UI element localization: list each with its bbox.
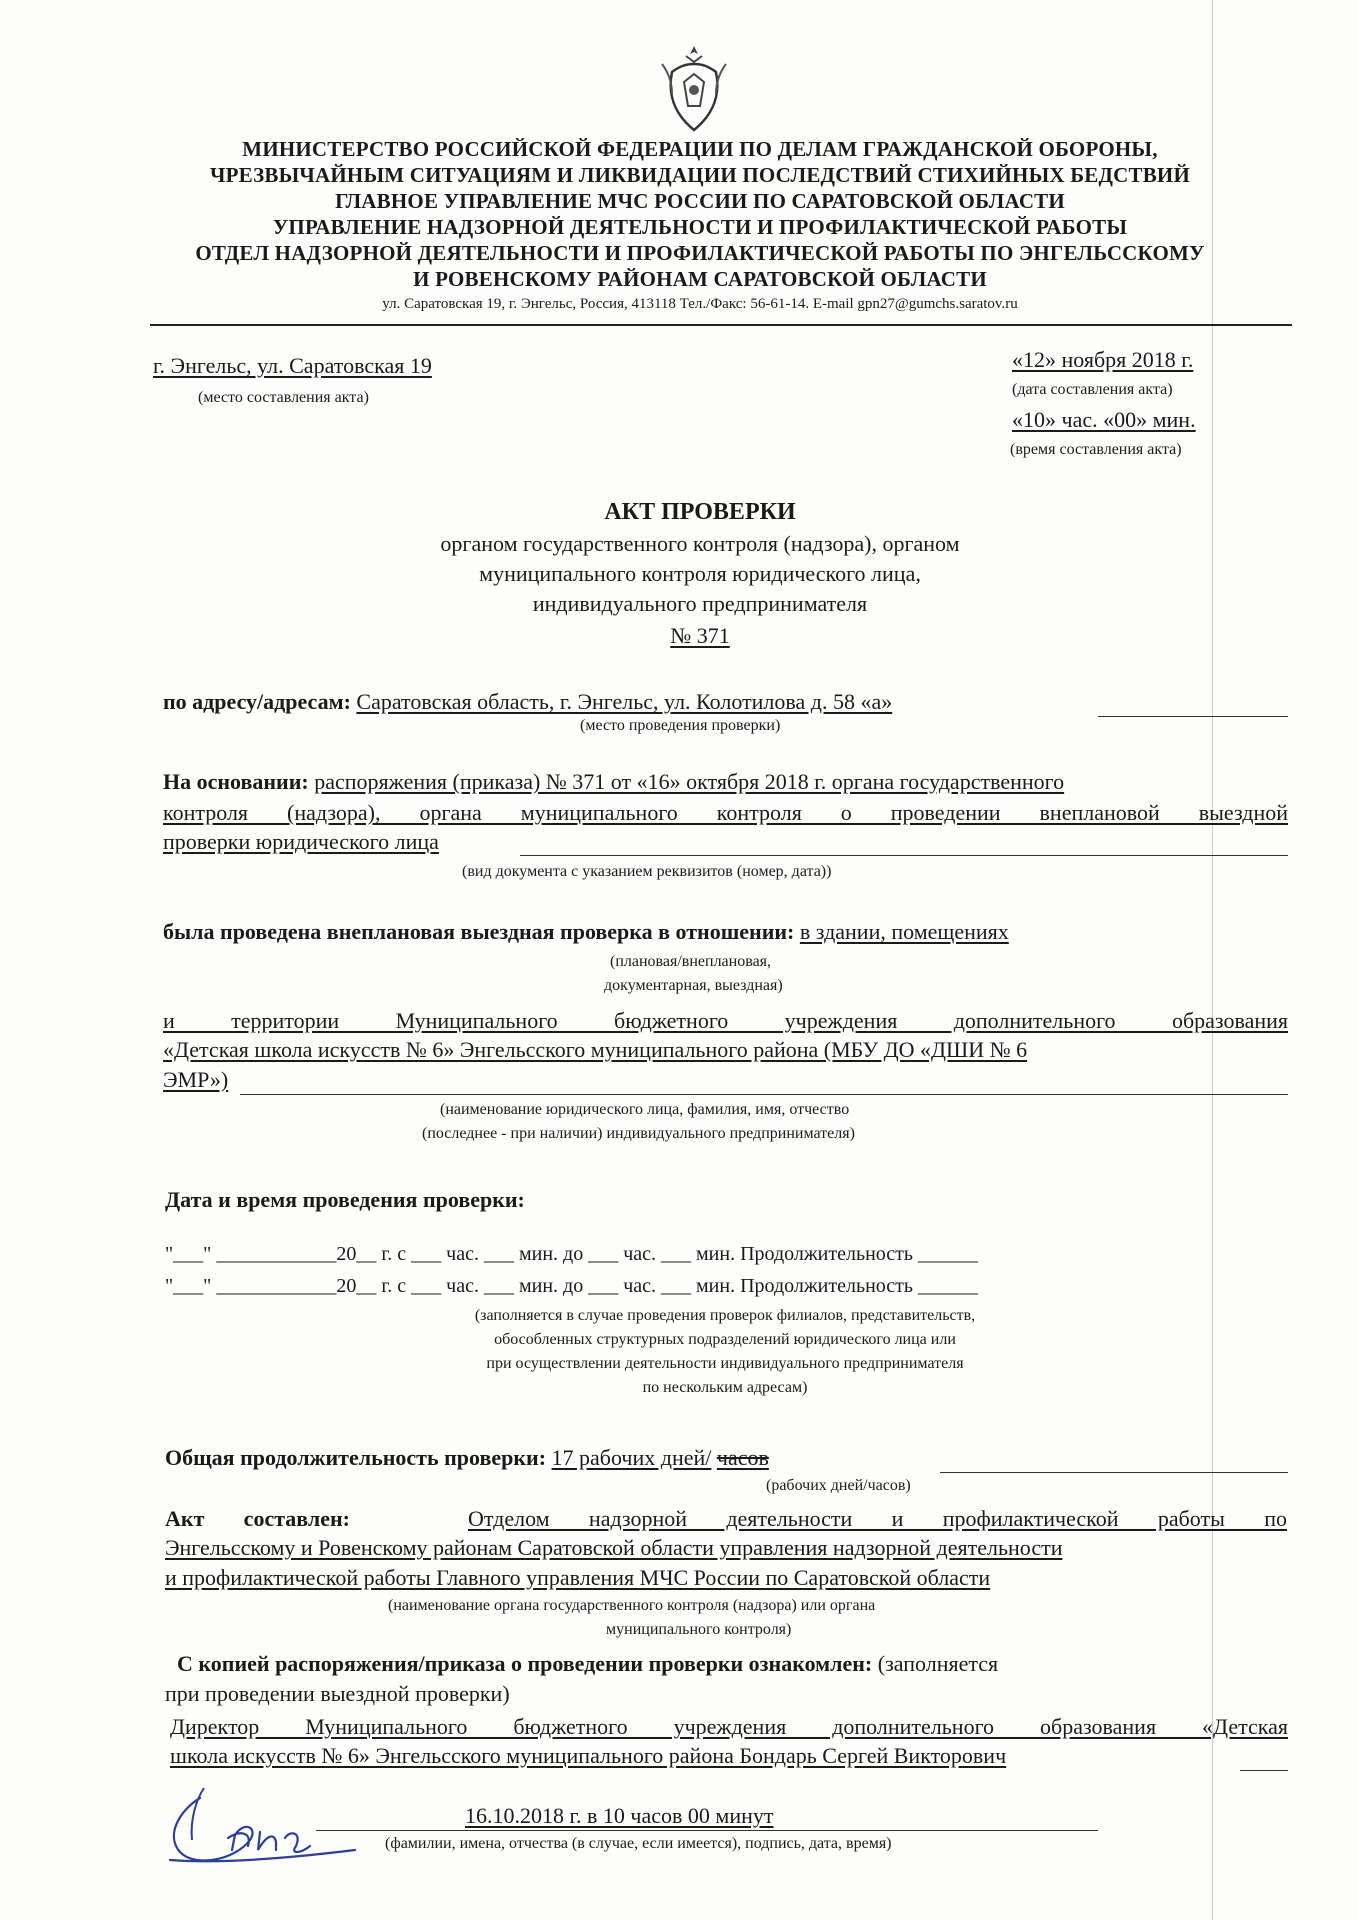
- basis-label: На основании:: [163, 769, 309, 794]
- basis-row-1: [163, 768, 1064, 796]
- compiled-caption-2: муниципального контроля): [606, 1621, 792, 1638]
- inspection-row-1: [163, 918, 1009, 946]
- underline: [940, 1472, 1288, 1473]
- header-divider: [150, 324, 1292, 326]
- basis-line-2: контроля (надзора), органа муниципального контроля о проведении внеплановой выездной: [163, 800, 1288, 825]
- underline: [520, 855, 1288, 856]
- entity-caption-2: (последнее - при наличии) индивидуального предпринимателя): [422, 1125, 855, 1142]
- header-line-2: ЧРЕЗВЫЧАЙНЫМ СИТУАЦИЯМ И ЛИКВИДАЦИИ ПОСЛЕДСТВИЙ СТИХИЙНЫХ БЕДСТВИЙ: [210, 163, 1190, 187]
- underline: [1240, 1770, 1288, 1771]
- act-time-caption: (время составления акта): [1010, 441, 1182, 458]
- inspection-label: была проведена внеплановая выездная проверка в отношении:: [163, 919, 795, 944]
- datetime-caption-3: при осуществлении деятельности индивидуального предпринимателя: [486, 1355, 964, 1372]
- header-line-4: УПРАВЛЕНИЕ НАДЗОРНОЙ ДЕЯТЕЛЬНОСТИ И ПРОФИЛАКТИЧЕСКОЙ РАБОТЫ: [272, 215, 1128, 239]
- basis-line-3: проверки юридического лица: [163, 829, 439, 854]
- duration-caption: (рабочих дней/часов): [766, 1477, 911, 1494]
- act-title: АКТ ПРОВЕРКИ: [604, 499, 796, 525]
- underline: [316, 1830, 1098, 1831]
- emchs-emblem-icon: [658, 42, 730, 134]
- act-place-caption: (место составления акта): [198, 389, 369, 406]
- act-place: г. Энгельс, ул. Саратовская 19: [153, 353, 432, 378]
- header-line-5: ОТДЕЛ НАДЗОРНОЙ ДЕЯТЕЛЬНОСТИ И ПРОФИЛАКТИЧЕСКОЙ РАБОТЫ ПО ЭНГЕЛЬССКОМУ: [195, 241, 1205, 265]
- acquainted-line-2: школа искусств № 6» Энгельсского муниципального района Бондарь Сергей Викторович: [170, 1743, 1007, 1768]
- inspection-address-label: по адресу/адресам:: [163, 689, 351, 714]
- acquainted-signed-at: 16.10.2018 г. в 10 часов 00 минут: [465, 1803, 774, 1828]
- compiled-label: Акт составлен:: [165, 1506, 350, 1531]
- act-time: «10» час. «00» мин.: [1012, 407, 1196, 432]
- inspection-address-value: Саратовская область, г. Энгельс, ул. Колотилова д. 58 «а»: [356, 689, 893, 714]
- duration-value: 17 рабочих дней/: [551, 1445, 712, 1470]
- inspection-line-3: ЭМР»): [163, 1067, 229, 1092]
- datetime-caption-1: (заполняется в случае проведения проверок филиалов, представительств,: [474, 1307, 976, 1324]
- inspection-type-caption-1: (плановая/внеплановая,: [610, 953, 772, 970]
- underline: [240, 1094, 1288, 1095]
- inspection-line-2: «Детская школа искусств № 6» Энгельсского муниципального района (МБУ ДО «ДШИ № 6: [163, 1037, 1028, 1062]
- acquainted-label: С копией распоряжения/приказа о проведении проверки ознакомлен:: [177, 1651, 873, 1676]
- basis-caption: (вид документа с указанием реквизитов (номер, дата)): [462, 863, 832, 880]
- acquainted-row-1: [177, 1650, 998, 1678]
- handwritten-signature: [140, 1780, 360, 1875]
- act-subtitle-2: муниципального контроля юридического лица,: [479, 561, 921, 586]
- acquainted-line-1: Директор Муниципального бюджетного учреждения дополнительного образования «Детская: [170, 1714, 1288, 1739]
- acquainted-caption: (фамилии, имена, отчества (в случае, если имеется), подпись, дата, время): [385, 1835, 892, 1852]
- datetime-label: Дата и время проведения проверки:: [165, 1187, 525, 1212]
- duration-struck-hours: часов: [716, 1445, 769, 1470]
- compiled-line-1: Отделом надзорной деятельности и профилактической работы по: [467, 1506, 1287, 1531]
- act-subtitle-1: органом государственного контроля (надзора), органом: [440, 531, 960, 556]
- header-line-6: И РОВЕНСКОМУ РАЙОНАМ САРАТОВСКОЙ ОБЛАСТИ: [413, 267, 987, 291]
- compiled-caption-1: (наименование органа государственного контроля (надзора) или органа: [388, 1597, 876, 1614]
- act-subtitle-3: индивидуального предпринимателя: [532, 591, 868, 616]
- datetime-caption-4: по нескольким адресам): [642, 1379, 808, 1396]
- compiled-line-2: Энгельсскому и Ровенскому районам Саратовской области управления надзорной деятельности: [165, 1535, 1063, 1560]
- datetime-row-2: "___" ____________20__ г. с ___ час. ___ мин. до ___ час. ___ мин. Продолжительность ______: [165, 1275, 979, 1297]
- entity-caption-1: (наименование юридического лица, фамилия, имя, отчество: [440, 1101, 850, 1118]
- acquainted-note-2: при проведении выездной проверки): [165, 1681, 510, 1706]
- datetime-caption-2: обособленных структурных подразделений юридического лица или: [494, 1331, 956, 1348]
- inspection-address-row: [163, 688, 892, 716]
- acquainted-note-1: (заполняется: [877, 1651, 999, 1676]
- act-date-caption: (дата составления акта): [1012, 381, 1173, 398]
- header-line-3: ГЛАВНОЕ УПРАВЛЕНИЕ МЧС РОССИИ ПО САРАТОВСКОЙ ОБЛАСТИ: [335, 189, 1065, 213]
- inspection-line-1: и территории Муниципального бюджетного учреждения дополнительного образования: [163, 1008, 1288, 1033]
- compiled-row-1: [165, 1504, 1287, 1533]
- duration-label: Общая продолжительность проверки:: [165, 1445, 547, 1470]
- inspection-type-caption-2: документарная, выездная): [604, 977, 783, 994]
- datetime-row-1: "___" ____________20__ г. с ___ час. ___ мин. до ___ час. ___ мин. Продолжительность ______: [165, 1243, 979, 1265]
- compiled-line-3: и профилактической работы Главного управления МЧС России по Саратовской области: [165, 1565, 991, 1590]
- duration-row: [165, 1444, 769, 1472]
- inspection-address-caption: (место проведения проверки): [580, 717, 781, 734]
- act-date: «12» ноября 2018 г.: [1012, 347, 1194, 372]
- header-line-1: МИНИСТЕРСТВО РОССИЙСКОЙ ФЕДЕРАЦИИ ПО ДЕЛАМ ГРАЖДАНСКОЙ ОБОРОНЫ,: [242, 137, 1158, 161]
- basis-line-1: распоряжения (приказа) № 371 от «16» октября 2018 г. органа государственного: [314, 769, 1065, 794]
- org-address: ул. Саратовская 19, г. Энгельс, Россия, 413118 Тел./Факс: 56-61-14. E-mail gpn27@gumchs.saratov.ru: [382, 296, 1018, 312]
- act-number: № 371: [670, 623, 730, 648]
- underline: [1098, 716, 1288, 717]
- inspection-value-start: в здании, помещениях: [799, 919, 1009, 944]
